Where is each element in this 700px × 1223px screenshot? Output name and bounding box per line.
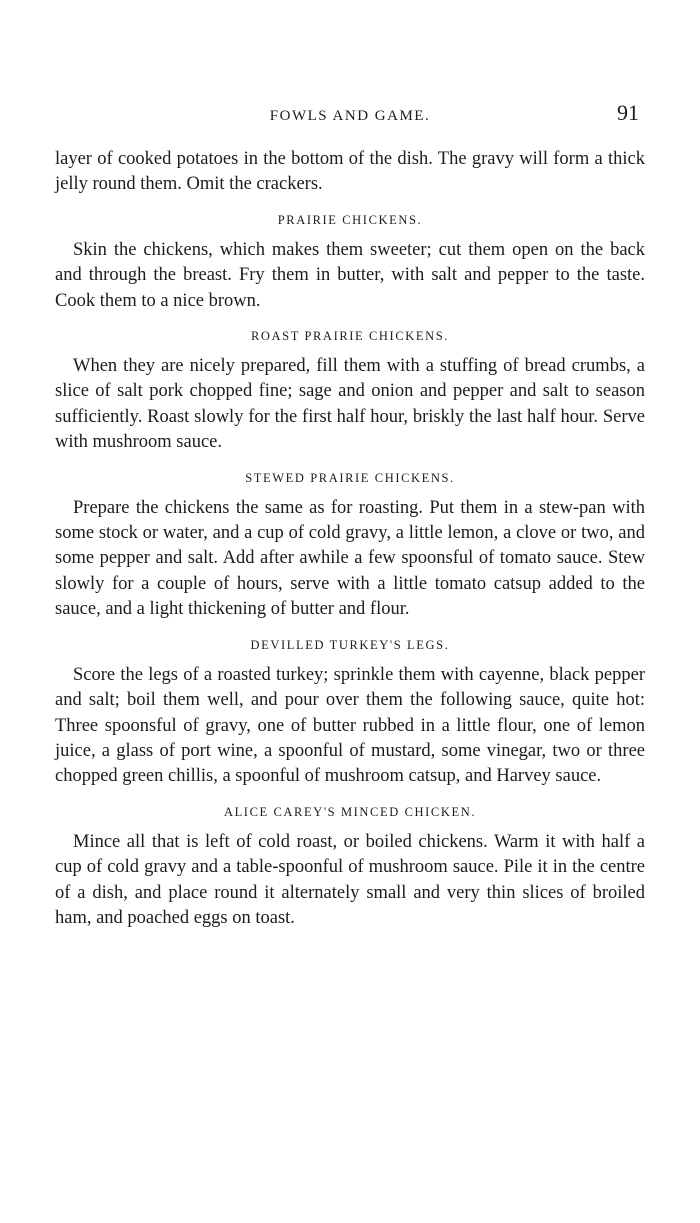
recipe-body-alice-careys-minced-chicken: Mince all that is left of cold roast, or boiled chickens. Warm it with half a cup of cold gravy and a table-spoonful of mushroom sauce. Pile it in the centre of a dish, and place round it alternately small and very thin slices of broiled ham, and poached eggs on toast. (55, 831, 645, 928)
page-body (55, 147, 645, 931)
running-title: FOWLS AND GAME. (269, 108, 431, 124)
recipe-body-stewed-prairie-chickens: Prepare the chickens the same as for roasting. Put them in a stew-pan with some stock or water, and a cup of cold gravy, a little lemon, a clove or two, and some pepper and salt. Add after awhile a few spoonsful of tomato sauce. Stew slowly for a couple of hours, serve with a little tomato catsup added to the sauce, and a light thickening of butter and flour. (55, 497, 645, 620)
recipe-title-alice-careys-minced-chicken: ALICE CAREY'S MINCED CHICKEN. (223, 804, 477, 819)
recipe-body-devilled-turkeys-legs: Score the legs of a roasted turkey; sprinkle them with cayenne, black pepper and salt; boil them well, and pour over them the following sauce, quite hot: Three spoonsful of gravy, one of butter rubbed in a little flour, one of lemon juice, a glass of port wine, a spoonful of mustard, some vinegar, two or three chopped green chillis, a spoonful of mushroom catsup, and Harvey sauce. (55, 664, 645, 787)
page-number: 91 (617, 100, 639, 125)
running-head (55, 100, 645, 130)
continued-paragraph: layer of cooked potatoes in the bottom of the dish. The gravy will form a thick jelly round them. Omit the crackers. (55, 149, 645, 195)
recipe-title-prairie-chickens: PRAIRIE CHICKENS. (277, 212, 423, 227)
recipe-body-roast-prairie-chickens: When they are nicely prepared, fill them with a stuffing of bread crumbs, a slice of salt pork chopped fine; sage and onion and pepper and salt to season sufficiently. Roast slowly for the first half hour, briskly the last half hour. Serve with mushroom sauce. (55, 356, 645, 453)
recipe-title-stewed-prairie-chickens: STEWED PRAIRIE CHICKENS. (245, 470, 455, 485)
recipe-title-devilled-turkeys-legs: DEVILLED TURKEY'S LEGS. (250, 637, 450, 652)
recipe-title-roast-prairie-chickens: ROAST PRAIRIE CHICKENS. (250, 329, 450, 344)
recipe-body-prairie-chickens: Skin the chickens, which makes them sweeter; cut them open on the back and through the breast. Fry them in butter, with salt and pepper to the taste. Cook them to a nice brown. (55, 239, 645, 311)
